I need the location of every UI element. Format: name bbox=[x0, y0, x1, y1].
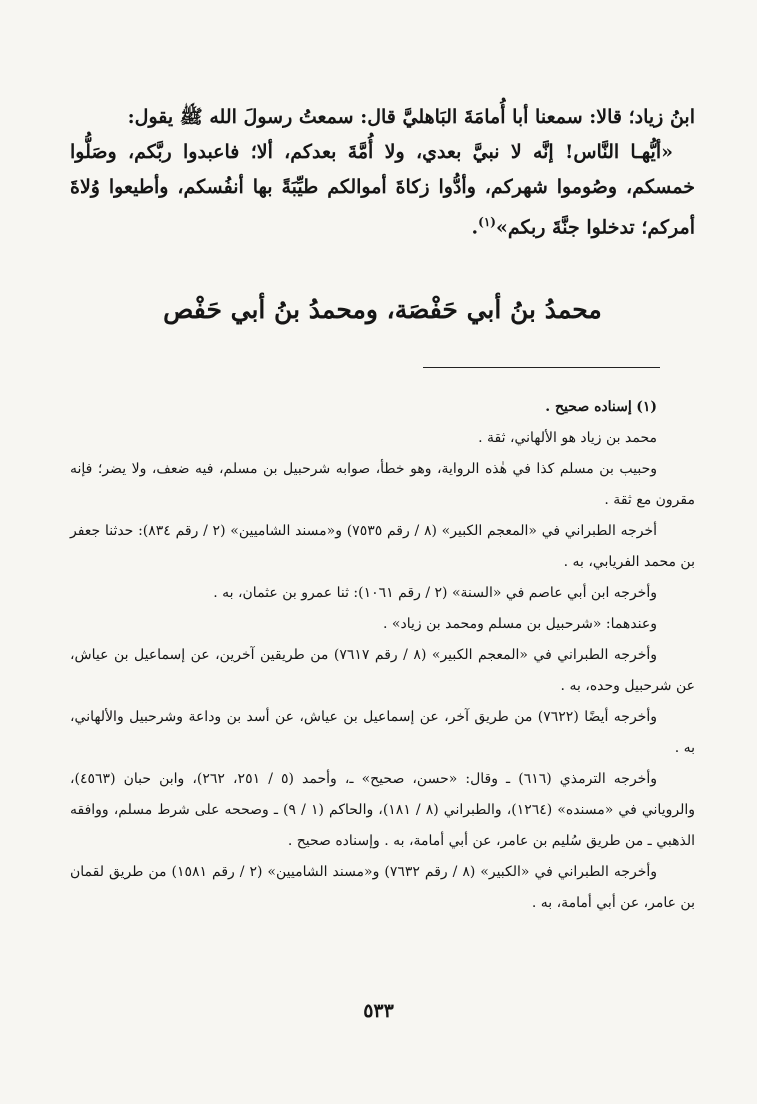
end-punctuation: . bbox=[471, 216, 479, 239]
footnote-divider bbox=[423, 367, 660, 368]
footnote-paragraph: وأخرجه أيضًا (٧٦٢٢) من طريق آخر، عن إسماعيل بن عياش، عن أسد بن وداعة وشرحبيل والألهاني، به . bbox=[70, 709, 695, 756]
footnotes bbox=[70, 392, 695, 919]
footnote-paragraph: وأخرجه ابن أبي عاصم في «السنة» (٢ / رقم ١٠٦١): ثنا عمرو بن عثمان، به . bbox=[213, 585, 657, 601]
footnote-verdict: إسناده صحيح . bbox=[545, 399, 632, 415]
footnote-paragraph: أخرجه الطبراني في «المعجم الكبير» (٨ / رقم ٧٥٣٥) و«مسند الشاميين» (٢ / رقم ٨٣٤): حدثنا جعفر بن محمد الفريابي، به . bbox=[70, 523, 695, 570]
footnote-paragraph: وأخرجه الترمذي (٦١٦) ـ وقال: «حسن، صحيح» ـ، وأحمد (٥ / ٢٥١، ٢٦٢)، وابن حبان (٤٥٦٣)، والروياني في «مسنده» (١٢٦٤)، والطبراني (٨ / ١٨١)، والحاكم (١ / ٩) ـ وصححه على شرط مسلم، ووافقه الذهبي ـ من طريق سُليم بن عامر، عن أبي أمامة، به . وإسناده صحيح . bbox=[70, 771, 695, 849]
footnote-first bbox=[70, 392, 695, 423]
main-text bbox=[70, 100, 695, 245]
isnad-line: ابنُ زياد؛ قالا: سمعنا أبا أُمامَةَ البَاهليَّ قال: سمعتُ رسولَ الله ﷺ يقول: bbox=[127, 106, 695, 128]
footnote-marker[interactable]: (١) bbox=[478, 215, 496, 229]
hadith-body: «أيُّهـا النَّاس! إنَّه لا نبيَّ بعدي، ولا أُمَّةَ بعدكم، ألا؛ فاعبدوا ربَّكم، وصَلُّوا خمسكم، وصُوموا شهركم، وأدُّوا زكاةَ أموالكم طيِّبَةً بها أنفُسكم، وأطيعوا وُلاةَ أمركم؛ تدخلوا جنَّةَ ربكم» bbox=[70, 141, 695, 239]
section-heading: محمدُ بنُ أبي حَفْصَة، ومحمدُ بنُ أبي حَفْص bbox=[163, 295, 602, 324]
footnote-paragraph: محمد بن زياد هو الألهاني، ثقة . bbox=[478, 430, 657, 446]
page-number: ٥٣٣ bbox=[363, 1000, 394, 1022]
footnote-paragraph: وأخرجه الطبراني في «المعجم الكبير» (٨ / رقم ٧٦١٧) من طريقين آخرين، عن إسماعيل بن عياش، عن شرحبيل وحده، به . bbox=[70, 647, 695, 694]
footnote-paragraph: وحبيب بن مسلم كذا في هٰذه الرواية، وهو خطأ، صوابه شرحبيل بن مسلم، فيه ضعف، ولا يضر؛ فإنه مقرون مع ثقة . bbox=[70, 461, 695, 508]
footnote-paragraph: وأخرجه الطبراني في «الكبير» (٨ / رقم ٧٦٣٢) و«مسند الشاميين» (٢ / رقم ١٥٨١) من طريق لقمان بن عامر، عن أبي أمامة، به . bbox=[70, 864, 695, 911]
footnote-number: (١) bbox=[636, 399, 657, 415]
footnote-paragraph: وعندهما: «شرحبيل بن مسلم ومحمد بن زياد» . bbox=[383, 616, 657, 632]
hadith-text bbox=[70, 135, 695, 245]
